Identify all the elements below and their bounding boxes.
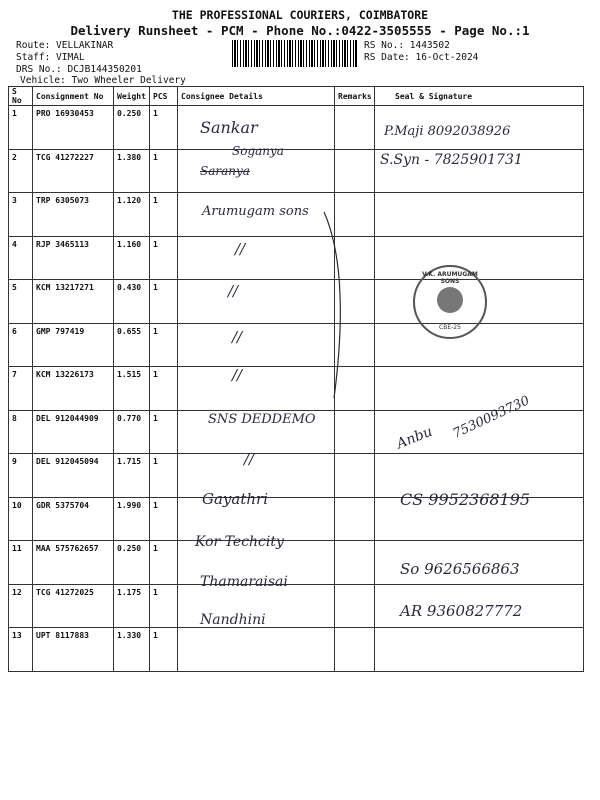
pcs-cell: 1 <box>150 193 178 237</box>
consignment-cell: PRO 16930453 <box>33 106 114 150</box>
barcode <box>232 40 357 67</box>
sno-cell: 11 <box>9 541 33 585</box>
consignment-cell: MAA 575762657 <box>33 541 114 585</box>
sno-cell: 10 <box>9 497 33 541</box>
consignment-cell: KCM 13217271 <box>33 280 114 324</box>
sno-cell: 7 <box>9 367 33 411</box>
sno-cell: 4 <box>9 236 33 280</box>
sno-cell: 3 <box>9 193 33 237</box>
weight-cell: 1.175 <box>114 584 150 628</box>
pcs-cell: 1 <box>150 106 178 150</box>
col-consignee: Consignee Details <box>178 87 335 106</box>
pcs-cell: 1 <box>150 628 178 672</box>
weight-cell: 1.990 <box>114 497 150 541</box>
seal-sub: CBE-25 <box>439 324 461 331</box>
handwriting-consignee-11: Kor Techcity <box>195 534 284 550</box>
sno-cell: 6 <box>9 323 33 367</box>
consignment-cell: RJP 3465113 <box>33 236 114 280</box>
pcs-cell: 1 <box>150 410 178 454</box>
consignee-cell <box>178 628 335 672</box>
weight-cell: 1.715 <box>114 454 150 498</box>
signature-10: CS 9952368195 <box>400 490 531 509</box>
remarks-cell <box>335 628 375 672</box>
company-title: THE PROFESSIONAL COURIERS, COIMBATORE <box>171 8 429 22</box>
sno-cell: 13 <box>9 628 33 672</box>
handwriting-consignee-2b: Saranya <box>200 164 250 178</box>
company-seal <box>413 265 487 339</box>
col-signature: Seal & Signature <box>375 87 584 106</box>
remarks-cell <box>335 149 375 193</box>
consignee-cell <box>178 323 335 367</box>
signature-1: P.Maji 8092038926 <box>384 124 511 139</box>
ditto-mark-9: // <box>244 450 255 468</box>
consignment-cell: DEL 912045094 <box>33 454 114 498</box>
consignment-cell: GMP 797419 <box>33 323 114 367</box>
weight-cell: 0.430 <box>114 280 150 324</box>
remarks-cell <box>335 454 375 498</box>
consignment-cell: TCG 41272025 <box>33 584 114 628</box>
col-weight: Weight <box>114 87 150 106</box>
table-header-row <box>9 87 584 106</box>
sno-cell: 2 <box>9 149 33 193</box>
signature-2: S.Syn - 7825901731 <box>380 152 523 168</box>
remarks-cell <box>335 410 375 454</box>
signature-cell <box>375 193 584 237</box>
handwriting-consignee-2a: Soganya <box>232 144 284 158</box>
ditto-mark-6: // <box>232 328 243 346</box>
handwriting-consignee-13: Nandhini <box>200 612 266 628</box>
pcs-cell: 1 <box>150 280 178 324</box>
pcs-cell: 1 <box>150 497 178 541</box>
signature-8-phone: 7530093730 <box>450 393 533 442</box>
remarks-cell <box>335 497 375 541</box>
rs-date: RS Date: 16-Oct-2024 <box>364 52 479 63</box>
consignment-cell: GDR 5375704 <box>33 497 114 541</box>
seal-emblem-icon <box>437 287 463 313</box>
col-consignment: Consignment No <box>33 87 114 106</box>
weight-cell: 0.250 <box>114 106 150 150</box>
sno-cell: 1 <box>9 106 33 150</box>
consignment-cell: KCM 13226173 <box>33 367 114 411</box>
remarks-cell <box>335 541 375 585</box>
consignee-cell <box>178 367 335 411</box>
pcs-cell: 1 <box>150 454 178 498</box>
remarks-cell <box>335 584 375 628</box>
sno-cell: 5 <box>9 280 33 324</box>
ditto-mark-4: // <box>235 240 246 258</box>
consignment-cell: UPT 8117883 <box>33 628 114 672</box>
pcs-cell: 1 <box>150 323 178 367</box>
sno-cell: 8 <box>9 410 33 454</box>
sno-cell: 12 <box>9 584 33 628</box>
weight-cell: 1.380 <box>114 149 150 193</box>
ditto-mark-7: // <box>232 366 243 384</box>
consignee-cell <box>178 280 335 324</box>
handwriting-consignee-12: Thamaraisai <box>200 574 288 590</box>
handwriting-consignee-1: Sankar <box>200 118 258 137</box>
signature-cell <box>375 367 584 411</box>
signature-12: So 9626566863 <box>400 560 520 578</box>
weight-cell: 1.120 <box>114 193 150 237</box>
weight-cell: 1.330 <box>114 628 150 672</box>
handwriting-consignee-10: Gayathri <box>202 490 268 508</box>
weight-cell: 0.770 <box>114 410 150 454</box>
route-label: Route: VELLAKINAR <box>16 40 114 51</box>
pcs-cell: 1 <box>150 367 178 411</box>
ditto-brace <box>320 208 350 408</box>
col-pcs: PCS <box>150 87 178 106</box>
runsheet-table <box>8 86 584 672</box>
weight-cell: 1.160 <box>114 236 150 280</box>
pcs-cell: 1 <box>150 236 178 280</box>
handwriting-consignee-3: Arumugam sons <box>202 204 309 219</box>
staff-label: Staff: VIMAL <box>16 52 85 63</box>
table-row <box>9 236 584 280</box>
pcs-cell: 1 <box>150 584 178 628</box>
rs-number: RS No.: 1443502 <box>364 40 450 51</box>
table-row <box>9 628 584 672</box>
consignee-cell <box>178 236 335 280</box>
weight-cell: 1.515 <box>114 367 150 411</box>
remarks-cell <box>335 106 375 150</box>
signature-8: Anbu <box>394 423 435 453</box>
consignment-cell: DEL 912044909 <box>33 410 114 454</box>
consignment-cell: TCG 41272227 <box>33 149 114 193</box>
pcs-cell: 1 <box>150 149 178 193</box>
seal-text: V.K. ARUMUGAM SONS <box>422 271 478 285</box>
signature-13: AR 9360827772 <box>400 602 523 620</box>
pcs-cell: 1 <box>150 541 178 585</box>
weight-cell: 0.655 <box>114 323 150 367</box>
handwriting-consignee-8: SNS DEDDEMO <box>208 412 316 427</box>
ditto-mark-5: // <box>228 282 239 300</box>
table-row <box>9 367 584 411</box>
sno-cell: 9 <box>9 454 33 498</box>
weight-cell: 0.250 <box>114 541 150 585</box>
table-row <box>9 280 584 324</box>
signature-cell <box>375 628 584 672</box>
table-row <box>9 323 584 367</box>
col-remarks: Remarks <box>335 87 375 106</box>
runsheet-subtitle: Delivery Runsheet - PCM - Phone No.:0422-3505555 - Page No.:1 <box>70 23 530 38</box>
consignment-cell: TRP 6305073 <box>33 193 114 237</box>
vehicle-label: Vehicle: Two Wheeler Delivery <box>20 75 186 86</box>
drs-number: DRS No.: DCJB144350201 <box>16 64 142 75</box>
col-sno: S No <box>9 87 33 106</box>
